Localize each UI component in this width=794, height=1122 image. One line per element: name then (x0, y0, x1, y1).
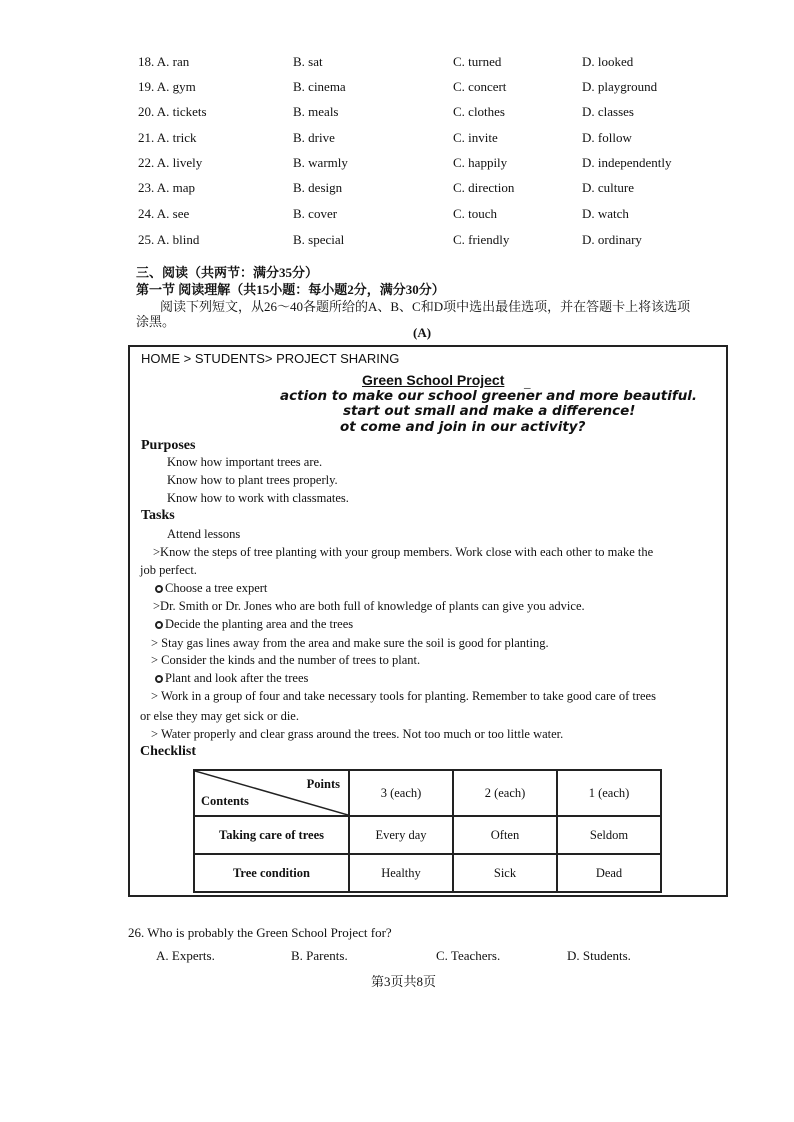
task-title-text: Decide the planting area and the trees (165, 617, 354, 631)
purpose-item: Know how to work with classmates. (167, 491, 349, 505)
option-c: C. direction (453, 180, 515, 195)
purposes-heading: Purposes (141, 438, 196, 453)
task-title: Attend lessons (167, 527, 241, 541)
task-detail: >Know the steps of tree planting with your group members. Work close with each other to make the (153, 545, 654, 559)
passage-label: (A) (413, 325, 432, 340)
option-a: 22. A. lively (138, 155, 203, 170)
option-a: 25. A. blind (138, 232, 200, 247)
option-a: 24. A. see (138, 206, 190, 221)
project-title: Green School Project (362, 372, 505, 388)
corner-points-label: Points (306, 777, 340, 791)
option-a: 23. A. map (138, 180, 196, 195)
option-d: D. looked (582, 54, 634, 69)
option-row (0, 155, 794, 175)
option-d: D. playground (582, 79, 658, 94)
option-row (0, 54, 794, 74)
corner-contents-label: Contents (201, 794, 249, 808)
question-stem: 26. Who is probably the Green School Project for? (128, 925, 392, 940)
option-b: B. design (293, 180, 343, 195)
task-title (155, 581, 267, 596)
table-cell: Healthy (349, 854, 453, 892)
section-title: 三、阅读（共两节：满分35分） (136, 265, 319, 280)
option-row (0, 180, 794, 200)
option-c: C. turned (453, 54, 502, 69)
answer-option-a: A. Experts. (156, 948, 215, 963)
bullet-circle-icon (155, 621, 163, 629)
bullet-circle-icon (155, 585, 163, 593)
table-header-row (194, 770, 661, 816)
option-a: 18. A. ran (138, 54, 190, 69)
bullet-circle-icon (155, 675, 163, 683)
option-d: D. classes (582, 104, 634, 119)
option-a: 19. A. gym (138, 79, 196, 94)
option-d: D. follow (582, 130, 632, 145)
option-row (0, 79, 794, 99)
table-header-cell: 2 (each) (453, 770, 557, 816)
breadcrumb[interactable]: HOME > STUDENTS> PROJECT SHARING (141, 351, 400, 366)
title-dash: _ (524, 375, 531, 390)
task-title (155, 671, 308, 686)
option-a: 21. A. trick (138, 130, 197, 145)
table-cell: Sick (453, 854, 557, 892)
option-b: B. drive (293, 130, 335, 145)
option-c: C. invite (453, 130, 498, 145)
option-d: D. culture (582, 180, 634, 195)
option-b: B. special (293, 232, 345, 247)
option-row (0, 104, 794, 124)
option-c: C. happily (453, 155, 508, 170)
table-cell: Dead (557, 854, 661, 892)
task-detail: job perfect. (140, 563, 197, 577)
option-b: B. sat (293, 54, 323, 69)
option-row (0, 206, 794, 226)
task-detail: > Stay gas lines away from the area and make sure the soil is good for planting. (151, 636, 549, 650)
tasks-heading: Tasks (141, 508, 175, 523)
task-detail: > Water properly and clear grass around the trees. Not too much or too little water. (151, 727, 564, 741)
option-b: B. warmly (293, 155, 348, 170)
answer-option-b: B. Parents. (291, 948, 348, 963)
option-d: D. watch (582, 206, 629, 221)
task-title-text: Choose a tree expert (165, 581, 268, 595)
instruction-line-1: 阅读下列短文，从26～40各题所给的A、B、C和D项中选出最佳选项，并在答题卡上将该选项 (160, 299, 691, 314)
table-header-cell: 1 (each) (557, 770, 661, 816)
table-cell: Every day (349, 816, 453, 854)
table-row-label: Taking care of trees (194, 816, 349, 854)
option-a: 20. A. tickets (138, 104, 207, 119)
checklist-heading: Checklist (140, 744, 196, 759)
part-heading: 第一节 阅读理解（共15小题：每小题2分，满分30分） (136, 282, 445, 297)
option-c: C. concert (453, 79, 507, 94)
task-detail: >Dr. Smith or Dr. Jones who are both full of knowledge of plants can give you advice. (153, 599, 585, 613)
answer-option-d: D. Students. (567, 948, 631, 963)
purpose-item: Know how to plant trees properly. (167, 473, 338, 487)
option-c: C. clothes (453, 104, 505, 119)
task-detail: > Consider the kinds and the number of trees to plant. (151, 653, 421, 667)
slogan-line-2: start out small and make a difference! (343, 403, 636, 419)
task-title (155, 617, 353, 632)
table-row (194, 854, 661, 892)
table-row-label: Tree condition (194, 854, 349, 892)
answer-option-c: C. Teachers. (436, 948, 501, 963)
table-row (194, 816, 661, 854)
task-title-text: Plant and look after the trees (165, 671, 309, 685)
option-c: C. friendly (453, 232, 510, 247)
option-b: B. cover (293, 206, 338, 221)
checklist-table (193, 769, 662, 893)
purpose-item: Know how important trees are. (167, 455, 323, 469)
option-row (0, 232, 794, 252)
table-corner-cell (194, 770, 349, 816)
option-b: B. meals (293, 104, 339, 119)
task-detail: > Work in a group of four and take necessary tools for planting. Remember to take good care of trees (151, 689, 656, 703)
instruction-line-2: 涂黑。 (136, 314, 176, 329)
table-header-cell: 3 (each) (349, 770, 453, 816)
option-c: C. touch (453, 206, 498, 221)
page-footer: 第3页共8页 (371, 974, 437, 989)
option-row (0, 130, 794, 150)
slogan-line-1: action to make our school greener and more beautiful. (280, 388, 698, 404)
table-cell: Seldom (557, 816, 661, 854)
option-d: D. ordinary (582, 232, 642, 247)
option-b: B. cinema (293, 79, 346, 94)
option-d: D. independently (582, 155, 672, 170)
task-detail: or else they may get sick or die. (140, 709, 299, 723)
slogan-line-3: ot come and join in our activity? (340, 419, 586, 435)
table-cell: Often (453, 816, 557, 854)
